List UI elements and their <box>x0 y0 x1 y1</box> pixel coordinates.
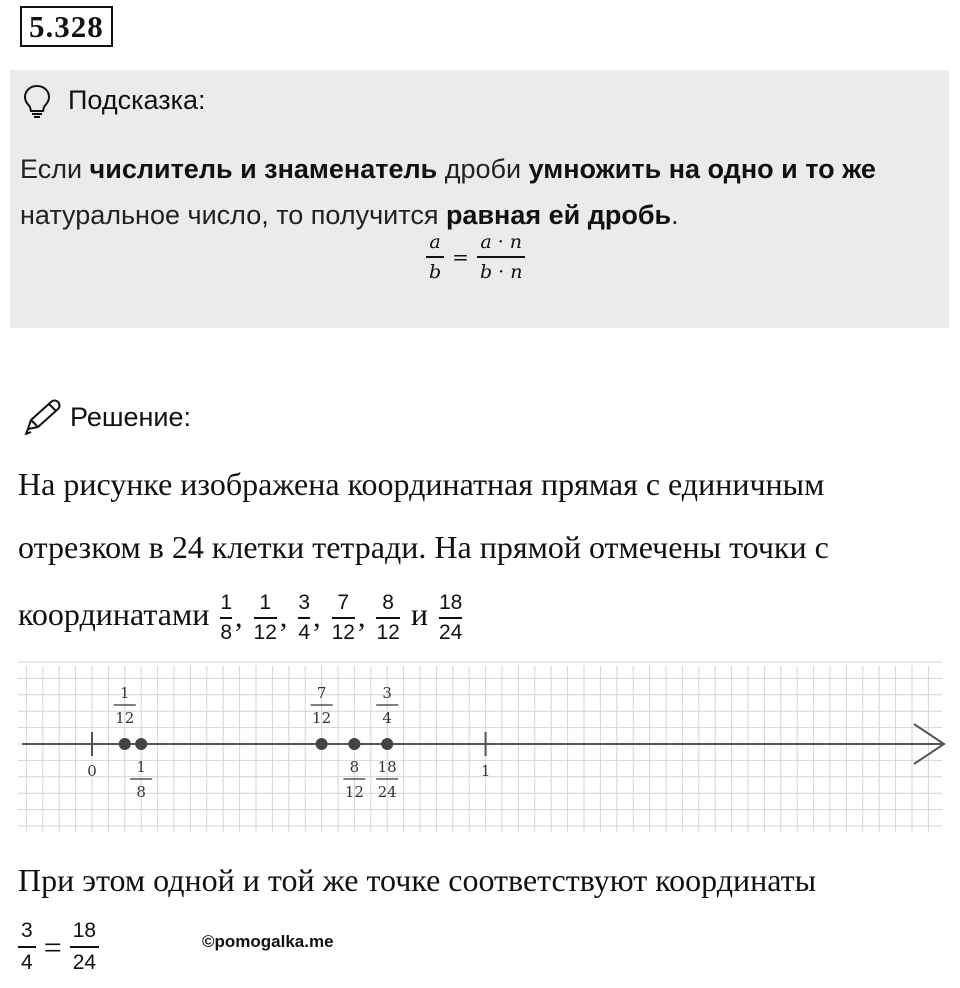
point-label-numerator: 1 <box>120 684 130 702</box>
solution-line-2: отрезком в 24 клетки тетради. На прямой отмечены точки с <box>18 529 829 565</box>
coord-separator: , <box>357 600 366 634</box>
hint-text-part-bold: числитель и знаменатель <box>89 154 438 184</box>
problem-number: 5.328 <box>20 6 113 47</box>
fraction-bar <box>376 617 399 619</box>
fraction-formula <box>426 230 525 284</box>
point-label-numerator: 7 <box>316 684 327 702</box>
coord-separator: , <box>279 600 288 634</box>
number-line-figure <box>18 660 948 840</box>
point-label-denominator: 4 <box>382 709 392 727</box>
point-label-denominator: 24 <box>377 783 397 801</box>
formula-right-fraction <box>477 230 526 284</box>
point-label-denominator: 12 <box>344 783 364 801</box>
formula-right-denominator: b · n <box>479 261 523 283</box>
solution-line-4: При этом одной и той же точке соответствуют координаты <box>18 862 817 898</box>
coord-denominator: 24 <box>438 620 463 644</box>
point-marker <box>381 738 393 750</box>
coord-numerator: 8 <box>382 590 394 614</box>
final-right-fraction <box>70 918 99 976</box>
coord-numerator: 7 <box>337 590 350 614</box>
coord-fraction <box>376 590 399 646</box>
point-label-numerator: 8 <box>349 758 360 776</box>
coords-and: и <box>410 596 428 632</box>
fraction-bar <box>426 256 444 258</box>
point-label-numerator: 3 <box>382 684 392 702</box>
coord-fraction <box>298 590 310 646</box>
point-marker <box>135 738 147 750</box>
final-right-denominator: 24 <box>72 951 97 974</box>
point-label-numerator: 18 <box>377 758 397 776</box>
point-marker <box>119 738 131 750</box>
final-left-denominator: 4 <box>21 951 33 974</box>
fraction-bar <box>70 946 99 948</box>
coord-denominator: 12 <box>253 620 277 644</box>
final-equation <box>18 918 99 976</box>
coord-separator: , <box>313 600 321 634</box>
coord-fraction <box>254 590 277 646</box>
formula-left-denominator: b <box>429 261 442 283</box>
solution-line-1: На рисунке изображена координатная прямая с единичным <box>18 466 825 502</box>
hint-text-part: натуральное число, то получится <box>20 200 446 230</box>
formula-right-numerator: a · n <box>480 231 523 253</box>
final-equals: = <box>43 928 62 965</box>
fraction-bar <box>220 617 232 619</box>
solution-title: Решение: <box>70 402 192 432</box>
coord-denominator: 12 <box>331 620 355 644</box>
formula-left-numerator: a <box>429 231 441 253</box>
hint-text-part-bold: умножить на одно и то же <box>528 154 876 184</box>
coord-denominator: 4 <box>298 620 311 644</box>
fraction-bar <box>439 617 462 619</box>
hint-text-part: дроби <box>437 154 529 184</box>
final-left-fraction <box>18 918 36 976</box>
point-marker <box>348 738 360 750</box>
coord-separator: , <box>235 600 243 634</box>
coord-denominator: 8 <box>220 620 233 644</box>
coord-numerator: 1 <box>259 590 272 614</box>
hint-text <box>20 146 940 238</box>
tick-label-zero: 0 <box>87 762 97 780</box>
coord-fraction <box>439 590 462 646</box>
point-marker <box>316 738 328 750</box>
hint-text-part: . <box>671 200 679 230</box>
coord-denominator: 12 <box>376 620 400 644</box>
solution-header <box>22 398 322 436</box>
pencil-icon <box>22 399 62 435</box>
hint-text-part-bold: равная ей дробь <box>445 200 672 230</box>
tick-label-one: 1 <box>480 762 491 780</box>
fraction-bar <box>332 617 355 619</box>
coord-numerator: 18 <box>438 590 463 614</box>
point-label-numerator: 1 <box>136 758 146 776</box>
fraction-bar <box>18 946 36 948</box>
lightbulb-icon <box>22 84 52 118</box>
coord-numerator: 3 <box>298 590 311 614</box>
point-label-denominator: 12 <box>312 709 332 727</box>
hint-title: Подсказка: <box>68 85 206 115</box>
point-label-denominator: 12 <box>115 709 135 727</box>
hint-text-part: Если <box>20 154 90 184</box>
final-left-numerator: 3 <box>21 919 33 942</box>
watermark: ©pomogalka.me <box>202 932 334 951</box>
fraction-bar <box>477 256 526 258</box>
solution-line-3 <box>18 584 948 648</box>
coord-fraction <box>220 590 232 646</box>
point-label-denominator: 8 <box>136 783 146 801</box>
final-right-numerator: 18 <box>72 919 97 942</box>
coord-numerator: 1 <box>220 590 233 614</box>
fraction-bar <box>298 617 310 619</box>
coords-prefix: координатами <box>18 596 210 632</box>
fraction-bar <box>254 617 277 619</box>
formula-left-fraction <box>426 230 444 284</box>
formula-equals: = <box>452 245 469 269</box>
coord-fraction <box>332 590 355 646</box>
